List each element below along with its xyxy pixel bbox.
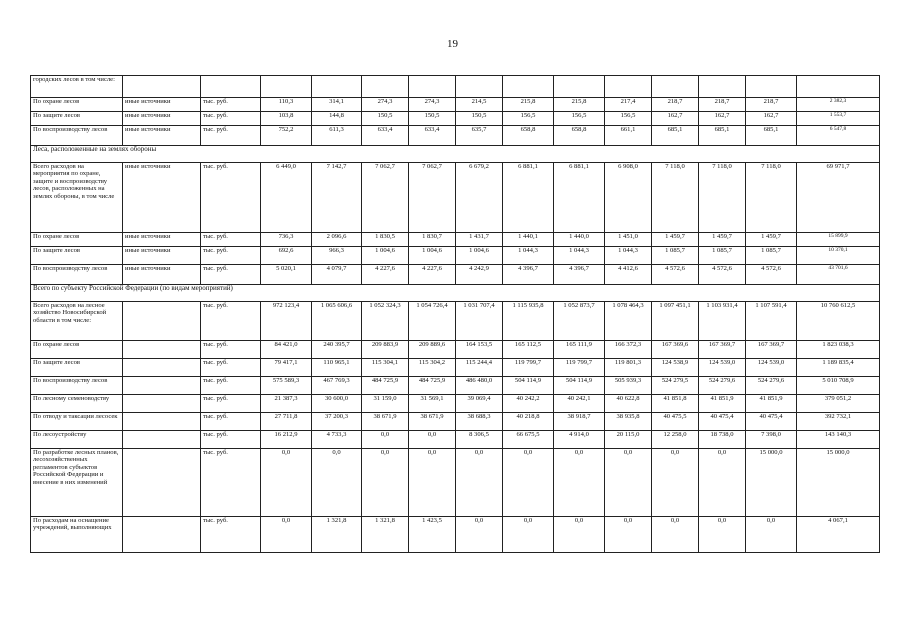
value-cell (312, 76, 362, 98)
funding-source (123, 359, 201, 377)
value-cell: 4 079,7 (312, 265, 362, 285)
funding-source (123, 76, 201, 98)
funding-source (123, 395, 201, 413)
value-cell: 1 044,3 (605, 247, 652, 265)
value-cell: 0,0 (746, 517, 797, 553)
value-cell: 484 725,9 (362, 377, 409, 395)
value-cell: 0,0 (261, 449, 312, 517)
table-row (31, 359, 880, 377)
funding-source (123, 413, 201, 431)
row-name: По лесоустройству (31, 431, 123, 449)
value-cell: 16 212,9 (261, 431, 312, 449)
value-cell: 7 118,0 (652, 163, 699, 233)
value-cell: 658,8 (554, 126, 605, 146)
funding-source: иные источники (123, 126, 201, 146)
table-row (31, 126, 880, 146)
value-cell: 8 306,5 (456, 431, 503, 449)
value-cell (605, 76, 652, 98)
value-cell: 0,0 (456, 449, 503, 517)
value-cell: 21 387,3 (261, 395, 312, 413)
value-cell: 4 412,6 (605, 265, 652, 285)
funding-source (123, 302, 201, 341)
value-cell: 0,0 (503, 517, 554, 553)
funding-source: иные источники (123, 98, 201, 112)
value-cell: 0,0 (362, 449, 409, 517)
value-cell: 392 732,1 (797, 413, 880, 431)
value-cell: 218,7 (699, 98, 746, 112)
unit: тыс. руб. (201, 431, 261, 449)
value-cell: 611,3 (312, 126, 362, 146)
value-cell: 0,0 (409, 449, 456, 517)
value-cell: 6 881,1 (554, 163, 605, 233)
value-cell: 124 538,9 (652, 359, 699, 377)
value-cell: 5 020,1 (261, 265, 312, 285)
table-row (31, 395, 880, 413)
value-cell: 4 227,6 (362, 265, 409, 285)
value-cell: 143 140,3 (797, 431, 880, 449)
unit (201, 76, 261, 98)
unit: тыс. руб. (201, 341, 261, 359)
value-cell: 1 440,1 (503, 233, 554, 247)
section-row (31, 146, 880, 163)
value-cell: 4 396,7 (554, 265, 605, 285)
value-cell: 1 004,6 (456, 247, 503, 265)
value-cell: 1 830,5 (362, 233, 409, 247)
value-cell: 0,0 (503, 449, 554, 517)
value-cell: 218,7 (746, 98, 797, 112)
value-cell: 215,8 (503, 98, 554, 112)
value-cell: 41 851,9 (699, 395, 746, 413)
value-cell: 736,3 (261, 233, 312, 247)
value-cell: 0,0 (261, 517, 312, 553)
funding-source (123, 377, 201, 395)
value-cell: 1 823 038,3 (797, 341, 880, 359)
table-row (31, 112, 880, 126)
funding-source: иные источники (123, 247, 201, 265)
value-cell: 1 052 324,3 (362, 302, 409, 341)
value-cell: 972 123,4 (261, 302, 312, 341)
value-cell: 156,5 (605, 112, 652, 126)
value-cell: 15 000,0 (746, 449, 797, 517)
value-cell: 38 671,9 (409, 413, 456, 431)
value-cell: 43 701,6 (797, 265, 880, 285)
value-cell: 40 622,8 (605, 395, 652, 413)
value-cell: 1 107 591,4 (746, 302, 797, 341)
value-cell: 31 159,0 (362, 395, 409, 413)
funding-source (123, 341, 201, 359)
value-cell: 115 304,1 (362, 359, 409, 377)
value-cell: 6 449,0 (261, 163, 312, 233)
value-cell: 1 189 835,4 (797, 359, 880, 377)
value-cell: 685,1 (746, 126, 797, 146)
value-cell: 156,5 (503, 112, 554, 126)
table-row (31, 247, 880, 265)
value-cell: 7 062,7 (362, 163, 409, 233)
row-name: По воспроизводству лесов (31, 126, 123, 146)
value-cell (503, 76, 554, 98)
unit: тыс. руб. (201, 302, 261, 341)
value-cell: 7 118,0 (699, 163, 746, 233)
value-cell: 0,0 (652, 517, 699, 553)
value-cell: 0,0 (456, 517, 503, 553)
value-cell: 0,0 (699, 449, 746, 517)
value-cell: 1 321,8 (312, 517, 362, 553)
value-cell: 1 423,5 (409, 517, 456, 553)
value-cell: 1 459,7 (746, 233, 797, 247)
value-cell: 5 010 708,9 (797, 377, 880, 395)
value-cell: 1 044,3 (554, 247, 605, 265)
value-cell (699, 76, 746, 98)
value-cell: 1 459,7 (652, 233, 699, 247)
funding-source (123, 517, 201, 553)
unit: тыс. руб. (201, 395, 261, 413)
value-cell (362, 76, 409, 98)
value-cell: 31 569,1 (409, 395, 456, 413)
value-cell: 658,8 (503, 126, 554, 146)
value-cell: 1 321,8 (362, 517, 409, 553)
value-cell: 40 242,2 (503, 395, 554, 413)
value-cell: 379 051,2 (797, 395, 880, 413)
value-cell: 27 711,8 (261, 413, 312, 431)
value-cell: 12 258,0 (652, 431, 699, 449)
value-cell: 18 738,0 (699, 431, 746, 449)
value-cell: 633,4 (409, 126, 456, 146)
value-cell: 119 801,3 (605, 359, 652, 377)
value-cell: 467 769,3 (312, 377, 362, 395)
table-row (31, 76, 880, 98)
value-cell: 209 889,6 (409, 341, 456, 359)
value-cell: 524 279,6 (746, 377, 797, 395)
value-cell: 4 733,3 (312, 431, 362, 449)
section-title: Всего по субъекту Российской Федерации (по видам мероприятий) (31, 285, 880, 302)
value-cell: 15 899,9 (797, 233, 880, 247)
value-cell: 1 553,7 (797, 112, 880, 126)
page-number: 19 (447, 38, 458, 50)
row-name: По разработке лесных планов, лесохозяйственных регламентов субъектов Российской Федерации и внесение в них изменений (31, 449, 123, 517)
value-cell: 4 242,9 (456, 265, 503, 285)
table-row (31, 265, 880, 285)
value-cell: 39 069,4 (456, 395, 503, 413)
value-cell: 162,7 (699, 112, 746, 126)
section-title: Леса, расположенные на землях обороны (31, 146, 880, 163)
value-cell: 484 725,9 (409, 377, 456, 395)
funding-source: иные источники (123, 112, 201, 126)
value-cell: 40 475,4 (746, 413, 797, 431)
row-name: По защите лесов (31, 112, 123, 126)
value-cell: 38 918,7 (554, 413, 605, 431)
value-cell: 1 085,7 (699, 247, 746, 265)
value-cell: 0,0 (554, 517, 605, 553)
value-cell: 0,0 (699, 517, 746, 553)
value-cell: 38 671,9 (362, 413, 409, 431)
value-cell: 1 044,3 (503, 247, 554, 265)
unit: тыс. руб. (201, 265, 261, 285)
value-cell: 4 067,1 (797, 517, 880, 553)
value-cell: 685,1 (652, 126, 699, 146)
table-row (31, 413, 880, 431)
value-cell: 692,6 (261, 247, 312, 265)
value-cell: 0,0 (409, 431, 456, 449)
value-cell: 524 279,6 (699, 377, 746, 395)
value-cell: 150,5 (362, 112, 409, 126)
value-cell: 110 965,1 (312, 359, 362, 377)
value-cell: 150,5 (456, 112, 503, 126)
table-row (31, 302, 880, 341)
value-cell: 966,3 (312, 247, 362, 265)
value-cell (261, 76, 312, 98)
value-cell: 6 547,8 (797, 126, 880, 146)
value-cell: 635,7 (456, 126, 503, 146)
value-cell: 150,5 (409, 112, 456, 126)
value-cell: 214,5 (456, 98, 503, 112)
row-name: По охране лесов (31, 233, 123, 247)
value-cell: 7 142,7 (312, 163, 362, 233)
value-cell: 167 369,6 (652, 341, 699, 359)
unit: тыс. руб. (201, 377, 261, 395)
value-cell: 1 097 451,1 (652, 302, 699, 341)
value-cell: 504 114,9 (503, 377, 554, 395)
value-cell: 1 115 935,8 (503, 302, 554, 341)
value-cell: 1 440,0 (554, 233, 605, 247)
row-name: Всего расходов на мероприятия по охране, защите и воспроизводству лесов, расположенных на землях обороны, в том числе (31, 163, 123, 233)
value-cell: 165 111,9 (554, 341, 605, 359)
value-cell: 10 760 612,5 (797, 302, 880, 341)
value-cell: 486 480,0 (456, 377, 503, 395)
unit: тыс. руб. (201, 163, 261, 233)
value-cell: 7 118,0 (746, 163, 797, 233)
value-cell: 103,8 (261, 112, 312, 126)
value-cell: 661,1 (605, 126, 652, 146)
value-cell (797, 76, 880, 98)
value-cell: 69 971,7 (797, 163, 880, 233)
funding-source (123, 431, 201, 449)
value-cell: 144,8 (312, 112, 362, 126)
table-row (31, 163, 880, 233)
value-cell: 79 417,1 (261, 359, 312, 377)
table-row (31, 449, 880, 517)
value-cell: 84 421,0 (261, 341, 312, 359)
value-cell: 30 600,0 (312, 395, 362, 413)
value-cell: 115 244,4 (456, 359, 503, 377)
value-cell: 685,1 (699, 126, 746, 146)
value-cell: 7 398,0 (746, 431, 797, 449)
value-cell: 504 114,9 (554, 377, 605, 395)
value-cell: 4 572,6 (699, 265, 746, 285)
value-cell: 1 031 707,4 (456, 302, 503, 341)
value-cell (652, 76, 699, 98)
value-cell: 41 851,9 (746, 395, 797, 413)
value-cell: 6 908,0 (605, 163, 652, 233)
value-cell: 6 679,2 (456, 163, 503, 233)
value-cell: 2 096,6 (312, 233, 362, 247)
row-name: По охране лесов (31, 98, 123, 112)
unit: тыс. руб. (201, 233, 261, 247)
value-cell: 37 200,3 (312, 413, 362, 431)
value-cell: 124 539,0 (699, 359, 746, 377)
value-cell: 115 304,2 (409, 359, 456, 377)
value-cell: 124 539,0 (746, 359, 797, 377)
value-cell: 1 459,7 (699, 233, 746, 247)
value-cell (746, 76, 797, 98)
funding-source (123, 449, 201, 517)
row-name: По защите лесов (31, 247, 123, 265)
value-cell: 4 572,6 (746, 265, 797, 285)
value-cell: 156,5 (554, 112, 605, 126)
value-cell: 162,7 (652, 112, 699, 126)
value-cell: 240 395,7 (312, 341, 362, 359)
value-cell: 1 004,6 (362, 247, 409, 265)
value-cell: 110,3 (261, 98, 312, 112)
value-cell: 38 935,8 (605, 413, 652, 431)
value-cell: 119 799,7 (554, 359, 605, 377)
value-cell: 119 799,7 (503, 359, 554, 377)
table-row (31, 517, 880, 553)
value-cell: 2 382,3 (797, 98, 880, 112)
unit: тыс. руб. (201, 449, 261, 517)
value-cell: 1 451,0 (605, 233, 652, 247)
unit: тыс. руб. (201, 126, 261, 146)
funding-source: иные источники (123, 265, 201, 285)
row-name: По охране лесов (31, 341, 123, 359)
funding-source: иные источники (123, 233, 201, 247)
value-cell: 633,4 (362, 126, 409, 146)
value-cell: 4 396,7 (503, 265, 554, 285)
unit: тыс. руб. (201, 247, 261, 265)
value-cell: 7 062,7 (409, 163, 456, 233)
value-cell: 15 000,0 (797, 449, 880, 517)
forestry-expenses-table (30, 75, 880, 553)
value-cell: 4 227,6 (409, 265, 456, 285)
unit: тыс. руб. (201, 359, 261, 377)
unit: тыс. руб. (201, 517, 261, 553)
value-cell (456, 76, 503, 98)
row-name: По защите лесов (31, 359, 123, 377)
table-row (31, 341, 880, 359)
value-cell: 167 369,7 (746, 341, 797, 359)
value-cell: 0,0 (312, 449, 362, 517)
row-name: По лесному семеноводству (31, 395, 123, 413)
value-cell: 1 054 726,4 (409, 302, 456, 341)
unit: тыс. руб. (201, 413, 261, 431)
value-cell: 209 883,9 (362, 341, 409, 359)
value-cell: 1 085,7 (746, 247, 797, 265)
value-cell: 0,0 (652, 449, 699, 517)
value-cell: 1 065 606,6 (312, 302, 362, 341)
value-cell: 40 475,4 (699, 413, 746, 431)
value-cell: 40 218,8 (503, 413, 554, 431)
value-cell: 162,7 (746, 112, 797, 126)
value-cell: 1 085,7 (652, 247, 699, 265)
value-cell: 752,2 (261, 126, 312, 146)
table-row (31, 233, 880, 247)
value-cell: 4 914,0 (554, 431, 605, 449)
value-cell: 4 572,6 (652, 265, 699, 285)
value-cell: 38 688,3 (456, 413, 503, 431)
row-name: городских лесов в том числе: (31, 76, 123, 98)
value-cell: 215,8 (554, 98, 605, 112)
value-cell: 66 675,5 (503, 431, 554, 449)
value-cell: 1 078 464,3 (605, 302, 652, 341)
value-cell: 165 112,5 (503, 341, 554, 359)
value-cell: 0,0 (605, 449, 652, 517)
value-cell: 274,3 (409, 98, 456, 112)
value-cell: 505 939,3 (605, 377, 652, 395)
value-cell: 217,4 (605, 98, 652, 112)
table-row (31, 377, 880, 395)
value-cell: 1 431,7 (456, 233, 503, 247)
value-cell: 167 369,7 (699, 341, 746, 359)
row-name: Всего расходов на лесное хозяйство Новосибирской области в том числе: (31, 302, 123, 341)
value-cell: 575 589,3 (261, 377, 312, 395)
value-cell: 0,0 (362, 431, 409, 449)
unit: тыс. руб. (201, 112, 261, 126)
row-name: По расходам на оснащение учреждений, выполняющих (31, 517, 123, 553)
value-cell (554, 76, 605, 98)
table-row (31, 431, 880, 449)
value-cell (409, 76, 456, 98)
section-row (31, 285, 880, 302)
value-cell: 314,1 (312, 98, 362, 112)
row-name: По воспроизводству лесов (31, 377, 123, 395)
value-cell: 0,0 (605, 517, 652, 553)
value-cell: 164 153,5 (456, 341, 503, 359)
value-cell: 40 475,5 (652, 413, 699, 431)
unit: тыс. руб. (201, 98, 261, 112)
value-cell: 1 830,7 (409, 233, 456, 247)
table-row (31, 98, 880, 112)
value-cell: 218,7 (652, 98, 699, 112)
row-name: По воспроизводству лесов (31, 265, 123, 285)
value-cell: 1 103 931,4 (699, 302, 746, 341)
value-cell: 274,3 (362, 98, 409, 112)
value-cell: 41 851,8 (652, 395, 699, 413)
row-name: По отводу и таксации лесосек (31, 413, 123, 431)
value-cell: 40 242,1 (554, 395, 605, 413)
value-cell: 20 115,0 (605, 431, 652, 449)
value-cell: 524 279,5 (652, 377, 699, 395)
funding-source: иные источники (123, 163, 201, 233)
value-cell: 1 004,6 (409, 247, 456, 265)
value-cell: 166 372,3 (605, 341, 652, 359)
value-cell: 0,0 (554, 449, 605, 517)
value-cell: 10 370,1 (797, 247, 880, 265)
value-cell: 6 881,1 (503, 163, 554, 233)
value-cell: 1 052 873,7 (554, 302, 605, 341)
